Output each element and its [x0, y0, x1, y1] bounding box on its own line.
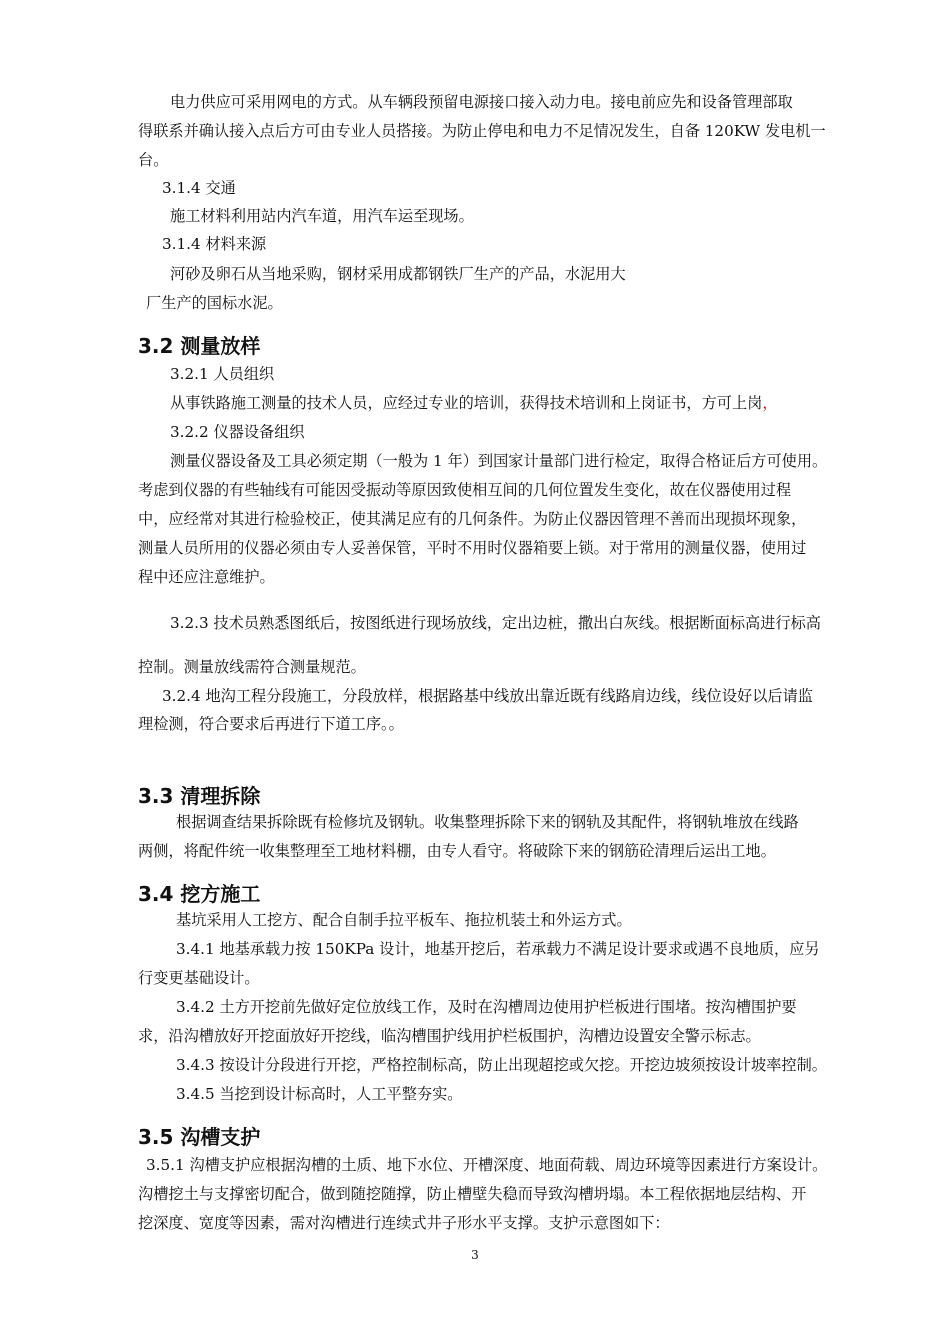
paragraph-line: 得联系并确认接入点后方可由专业人员搭接。为防止停电和电力不足情况发生，自备 120KW 发电机一: [138, 122, 826, 140]
paragraph-line: 考虑到仪器的有些轴线有可能因受振动等原因致使相互间的几何位置发生变化，故在仪器使用过程: [138, 481, 792, 499]
paragraph-line: 3.2.3 技术员熟悉图纸后，按图纸进行现场放线，定出边桩，撒出白灰线。根据断面标高进行标高: [170, 614, 821, 632]
paragraph-line: 施工材料利用站内汽车道，用汽车运至现场。: [170, 207, 474, 225]
red-mark: ，: [762, 394, 778, 412]
subsection-title: 3.2.2 仪器设备组织: [170, 423, 305, 441]
paragraph-line: 测量仪器设备及工具必须定期（一般为 1 年）到国家计量部门进行检定，取得合格证后方可使用。: [170, 452, 828, 470]
subsection-title: 3.2.1 人员组织: [170, 365, 275, 383]
paragraph-line: 3.4.1 地基承载力按 150KPa 设计，地基开挖后，若承载力不满足设计要求或遇不良地质，应另: [176, 940, 820, 958]
subsection-title: 3.1.4 材料来源: [162, 235, 267, 253]
paragraph-line: 3.5.1 沟槽支护应根据沟槽的土质、地下水位、开槽深度、地面荷载、周边环境等因素进行方案设计。: [146, 1156, 828, 1174]
section-heading: 3.4 挖方施工: [138, 882, 261, 906]
paragraph-line: 中，应经常对其进行检验校正，使其满足应有的几何条件。为防止仪器因管理不善而出现损坏现象，: [138, 510, 807, 528]
paragraph-line: 3.4.2 土方开挖前先做好定位放线工作，及时在沟槽周边使用护栏板进行围堵。按沟槽围护要: [176, 998, 797, 1016]
paragraph-line: 3.4.5 当挖到设计标高时，人工平整夯实。: [176, 1085, 463, 1103]
paragraph-line: 河砂及卵石从当地采购，钢材采用成都钢铁厂生产的产品，水泥用大: [170, 265, 626, 283]
section-heading: 3.3 清理拆除: [138, 784, 261, 808]
paragraph-line: 根据调查结果拆除既有检修坑及钢轨。收集整理拆除下来的钢轨及其配件，将钢轨堆放在线路: [176, 813, 799, 831]
section-heading: 3.2 测量放样: [138, 334, 261, 358]
paragraph-line: 两侧，将配件统一收集整理至工地材料棚，由专人看守。将破除下来的钢筋砼清理后运出工地。: [138, 842, 776, 860]
paragraph-line: 程中还应注意维护。: [138, 568, 275, 586]
paragraph-line: 电力供应可采用网电的方式。从车辆段预留电源接口接入动力电。接电前应先和设备管理部取: [170, 93, 793, 111]
paragraph-line: 测量人员所用的仪器必须由专人妥善保管，平时不用时仪器箱要上锁。对于常用的测量仪器，使用过: [138, 539, 807, 557]
paragraph-line: 从事铁路施工测量的技术人员，应经过专业的培训，获得技术培训和上岗证书，方可上岗，: [170, 394, 778, 412]
paragraph-line: 控制。测量放线需符合测量规范。: [138, 658, 366, 676]
paragraph-line: 挖深度、宽度等因素，需对沟槽进行连续式井子形水平支撑。支护示意图如下：: [138, 1214, 670, 1232]
section-heading: 3.5 沟槽支护: [138, 1125, 261, 1149]
page-number: 3: [471, 1248, 479, 1262]
paragraph-line: 理检测，符合要求后再进行下道工序。。: [138, 715, 404, 733]
paragraph-line: 行变更基础设计。: [138, 969, 260, 987]
paragraph-line: 3.4.3 按设计分段进行开挖，严格控制标高，防止出现超挖或欠挖。开挖边坡须按设计坡率控制。: [176, 1056, 827, 1074]
paragraph-line: 厂生产的国标水泥。: [146, 294, 283, 312]
paragraph-line: 基坑采用人工挖方、配合自制手拉平板车、拖拉机装土和外运方式。: [176, 911, 632, 929]
paragraph-line: 3.2.4 地沟工程分段施工，分段放样，根据路基中线放出靠近既有线路肩边线，线位设好以后请监: [162, 687, 813, 705]
paragraph-line: 求，沿沟槽放好开挖面放好开挖线，临沟槽围护线用护栏板围护，沟槽边设置安全警示标志。: [138, 1027, 761, 1045]
subsection-title: 3.1.4 交通: [162, 179, 236, 197]
paragraph-line: 沟槽挖土与支撑密切配合，做到随挖随撑，防止槽壁失稳而导致沟槽坍塌。本工程依据地层结构、开: [138, 1185, 807, 1203]
paragraph-line: 台。: [138, 151, 169, 169]
